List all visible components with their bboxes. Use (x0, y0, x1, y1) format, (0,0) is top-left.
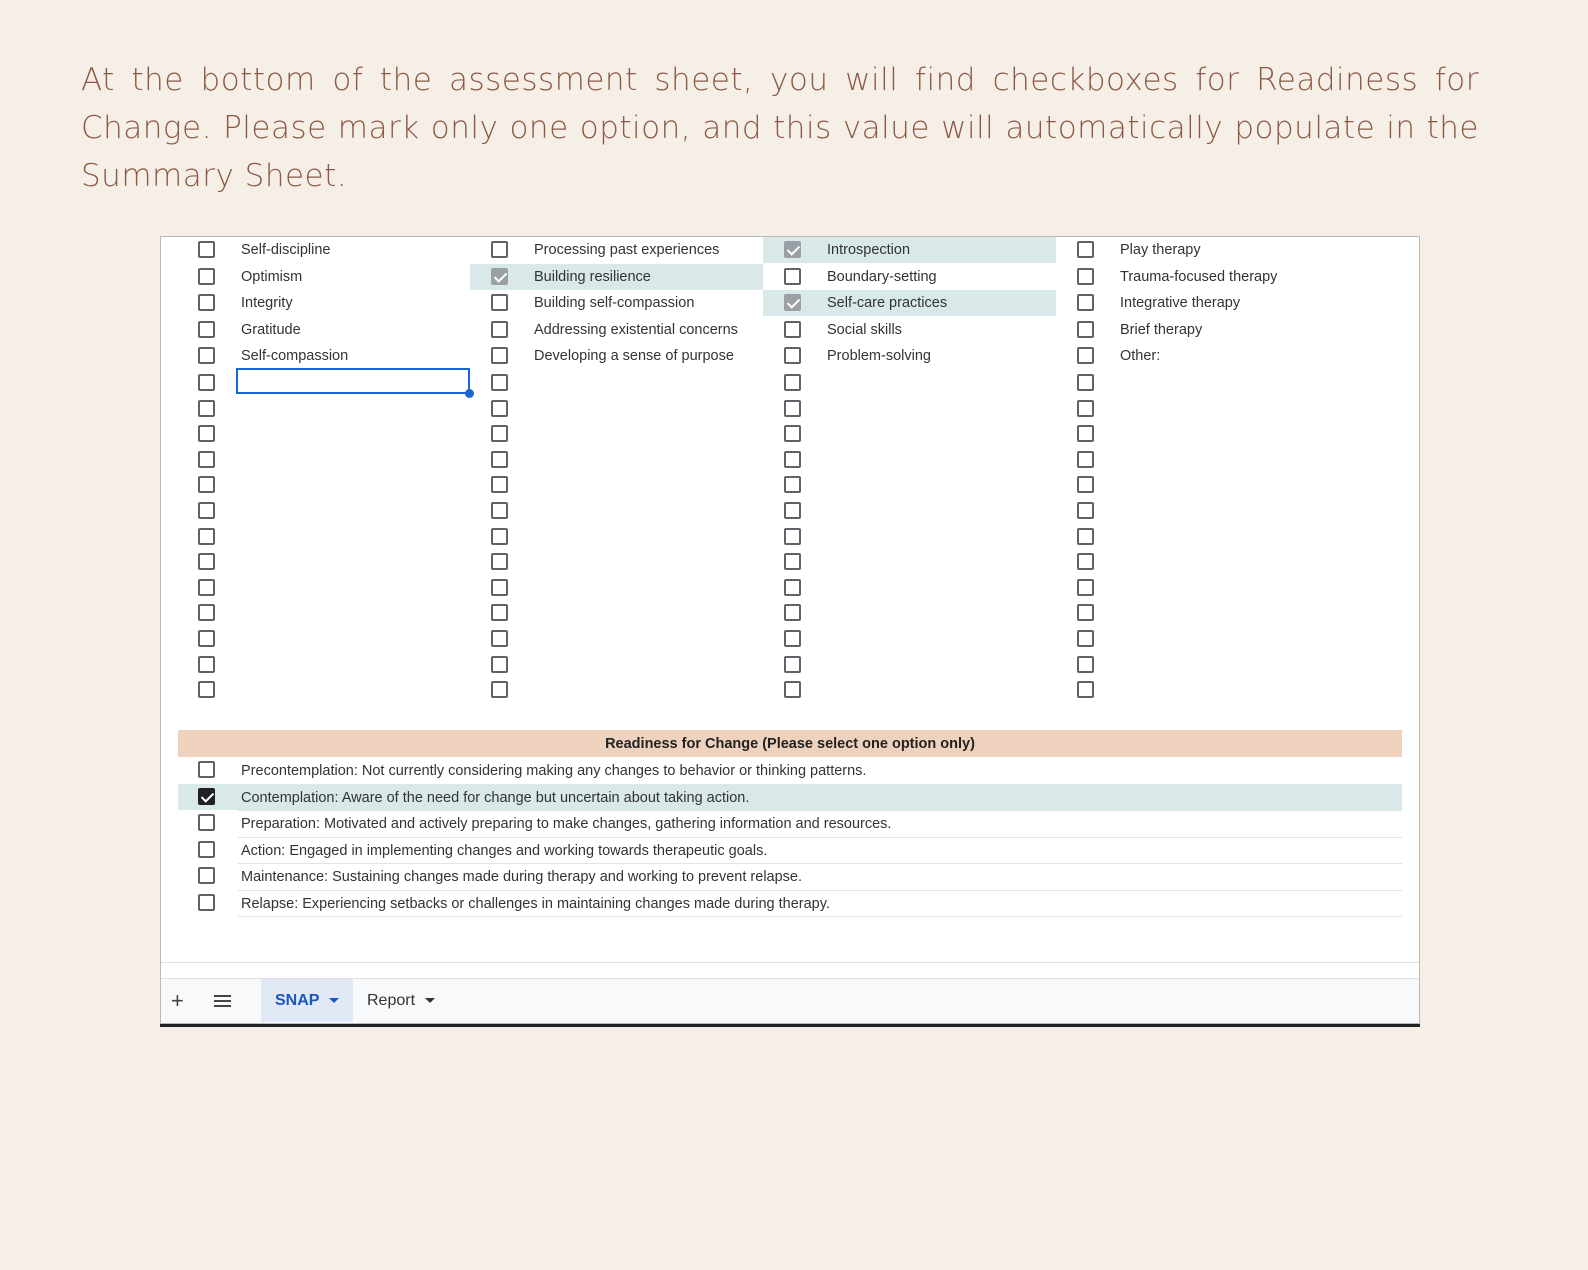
checkbox[interactable] (198, 476, 215, 493)
checkbox[interactable] (784, 681, 801, 698)
tab-snap[interactable] (261, 979, 353, 1022)
readiness-option-label: Precontemplation: Not currently considering making any changes to behavior or thinking patterns. (241, 763, 867, 779)
checkbox[interactable] (198, 268, 215, 285)
checkbox-label: Boundary-setting (827, 268, 937, 285)
readiness-checkbox[interactable] (198, 788, 215, 805)
checkbox-label: Introspection (827, 242, 911, 258)
readiness-option-label: Preparation: Motivated and actively preparing to make changes, gathering information and resources. (241, 816, 892, 832)
checkbox[interactable] (1077, 681, 1094, 698)
checkbox[interactable] (784, 579, 801, 596)
checkbox[interactable] (784, 425, 801, 442)
readiness-checkbox[interactable] (198, 894, 215, 911)
checkbox[interactable] (198, 528, 215, 545)
checkbox-label: Gratitude (241, 321, 301, 338)
row-divider (238, 837, 1402, 838)
checkbox-label: Building resilience (534, 268, 651, 285)
caret-down-icon[interactable] (425, 998, 435, 1003)
checkbox-label: Processing past experiences (534, 242, 720, 258)
checkbox[interactable] (491, 630, 508, 647)
checkbox[interactable] (198, 400, 215, 417)
checkbox[interactable] (198, 681, 215, 698)
checkbox-label: Developing a sense of purpose (534, 348, 734, 365)
checkbox[interactable] (198, 656, 215, 673)
checkbox[interactable] (784, 604, 801, 621)
divider (161, 962, 1419, 963)
checkbox[interactable] (784, 476, 801, 493)
readiness-option-label: Contemplation: Aware of the need for change but uncertain about taking action. (241, 789, 750, 806)
checkbox-label: Social skills (827, 321, 902, 338)
checkbox[interactable] (491, 656, 508, 673)
checkbox-label: Trauma-focused therapy (1120, 268, 1278, 285)
readiness-checkbox[interactable] (198, 867, 215, 884)
checkbox[interactable] (198, 502, 215, 519)
checkbox[interactable] (784, 656, 801, 673)
checkbox[interactable] (198, 294, 215, 311)
plus-icon[interactable]: + (171, 988, 184, 1013)
checkbox[interactable] (491, 294, 508, 311)
checkbox[interactable] (1077, 321, 1094, 338)
checkbox[interactable] (491, 400, 508, 417)
checkbox[interactable] (1077, 241, 1094, 258)
checkbox[interactable] (1077, 553, 1094, 570)
checkbox-label: Integrative therapy (1120, 295, 1241, 312)
checkbox[interactable] (1077, 630, 1094, 647)
checkbox-label: Other: (1120, 348, 1161, 365)
checkbox[interactable] (1077, 604, 1094, 621)
checkbox[interactable] (198, 321, 215, 338)
checkbox[interactable] (491, 681, 508, 698)
checkbox[interactable] (491, 502, 508, 519)
readiness-option-label: Relapse: Experiencing setbacks or challenges in maintaining changes made during therapy. (241, 895, 830, 912)
checkbox[interactable] (491, 425, 508, 442)
checkbox[interactable] (491, 374, 508, 391)
row-divider (238, 890, 1402, 891)
checkbox[interactable] (1077, 347, 1094, 364)
caret-down-icon[interactable] (329, 998, 339, 1003)
checkbox[interactable] (784, 374, 801, 391)
checkbox[interactable] (491, 579, 508, 596)
checkbox-label: Self-care practices (827, 295, 948, 312)
checkbox[interactable] (784, 630, 801, 647)
checkbox[interactable] (491, 451, 508, 468)
checkbox[interactable] (198, 241, 215, 258)
readiness-checkbox[interactable] (198, 761, 215, 778)
checkbox[interactable] (198, 579, 215, 596)
checkbox-label: Problem-solving (827, 348, 931, 365)
checkbox[interactable] (491, 476, 508, 493)
tab-report-label: Report (367, 991, 416, 1009)
checkbox[interactable] (1077, 451, 1094, 468)
checkbox[interactable] (491, 553, 508, 570)
readiness-option-label: Action: Engaged in implementing changes and working towards therapeutic goals. (241, 842, 768, 859)
readiness-header: Readiness for Change (Please select one option only) (178, 730, 1402, 757)
checkbox[interactable] (1077, 579, 1094, 596)
checkbox[interactable] (491, 347, 508, 364)
checkbox[interactable] (198, 451, 215, 468)
readiness-checkbox[interactable] (198, 841, 215, 858)
checkbox[interactable] (1077, 656, 1094, 673)
checkbox-label: Addressing existential concerns (534, 321, 738, 338)
checkbox-label: Self-compassion (241, 348, 349, 365)
instruction-text: At the bottom of the assessment sheet, you will find checkboxes for Readiness for Change. Please mark only one option, and this value will automatically populate in the Summary Sheet. (81, 62, 1479, 194)
checkbox[interactable] (1077, 268, 1094, 285)
row-divider (238, 863, 1402, 864)
checkbox[interactable] (491, 321, 508, 338)
checkbox[interactable] (1077, 528, 1094, 545)
checkbox[interactable] (1077, 294, 1094, 311)
checkbox[interactable] (198, 347, 215, 364)
checkbox-label: Integrity (241, 295, 293, 312)
checkbox[interactable] (1077, 425, 1094, 442)
checkbox[interactable] (784, 451, 801, 468)
checkbox-label: Play therapy (1120, 242, 1201, 258)
checkbox[interactable] (784, 553, 801, 570)
checkbox[interactable] (784, 347, 801, 364)
checkbox-label: Brief therapy (1120, 321, 1203, 338)
checkbox[interactable] (198, 604, 215, 621)
row-divider (238, 916, 1402, 917)
checkbox[interactable] (198, 630, 215, 647)
checkbox[interactable] (1077, 476, 1094, 493)
checkbox[interactable] (1077, 400, 1094, 417)
tab-snap-label: SNAP (275, 991, 320, 1009)
selected-cell[interactable] (236, 368, 470, 394)
readiness-option-label: Maintenance: Sustaining changes made during therapy and working to prevent relapse. (241, 869, 803, 885)
checkbox[interactable] (198, 374, 215, 391)
checkbox[interactable] (491, 268, 508, 285)
checkbox[interactable] (1077, 374, 1094, 391)
checkbox[interactable] (1077, 502, 1094, 519)
sheet-tab-bar (161, 978, 1419, 1024)
checkbox-label: Optimism (241, 268, 303, 285)
readiness-checkbox[interactable] (198, 814, 215, 831)
checkbox-label: Self-discipline (241, 242, 331, 258)
checkbox[interactable] (198, 425, 215, 442)
spreadsheet (160, 236, 1420, 1024)
fill-handle[interactable] (465, 389, 474, 398)
checkbox[interactable] (784, 502, 801, 519)
checkbox[interactable] (198, 553, 215, 570)
checkbox[interactable] (491, 241, 508, 258)
checkbox[interactable] (784, 294, 801, 311)
checkbox[interactable] (784, 528, 801, 545)
checkbox[interactable] (491, 604, 508, 621)
checkbox[interactable] (784, 268, 801, 285)
hamburger-icon[interactable] (214, 995, 231, 1007)
checkbox[interactable] (784, 400, 801, 417)
checkbox[interactable] (784, 241, 801, 258)
tab-report[interactable] (353, 979, 449, 1022)
checkbox-label: Building self-compassion (534, 295, 695, 312)
checkbox[interactable] (491, 528, 508, 545)
row-divider (238, 810, 1402, 811)
checkbox[interactable] (784, 321, 801, 338)
